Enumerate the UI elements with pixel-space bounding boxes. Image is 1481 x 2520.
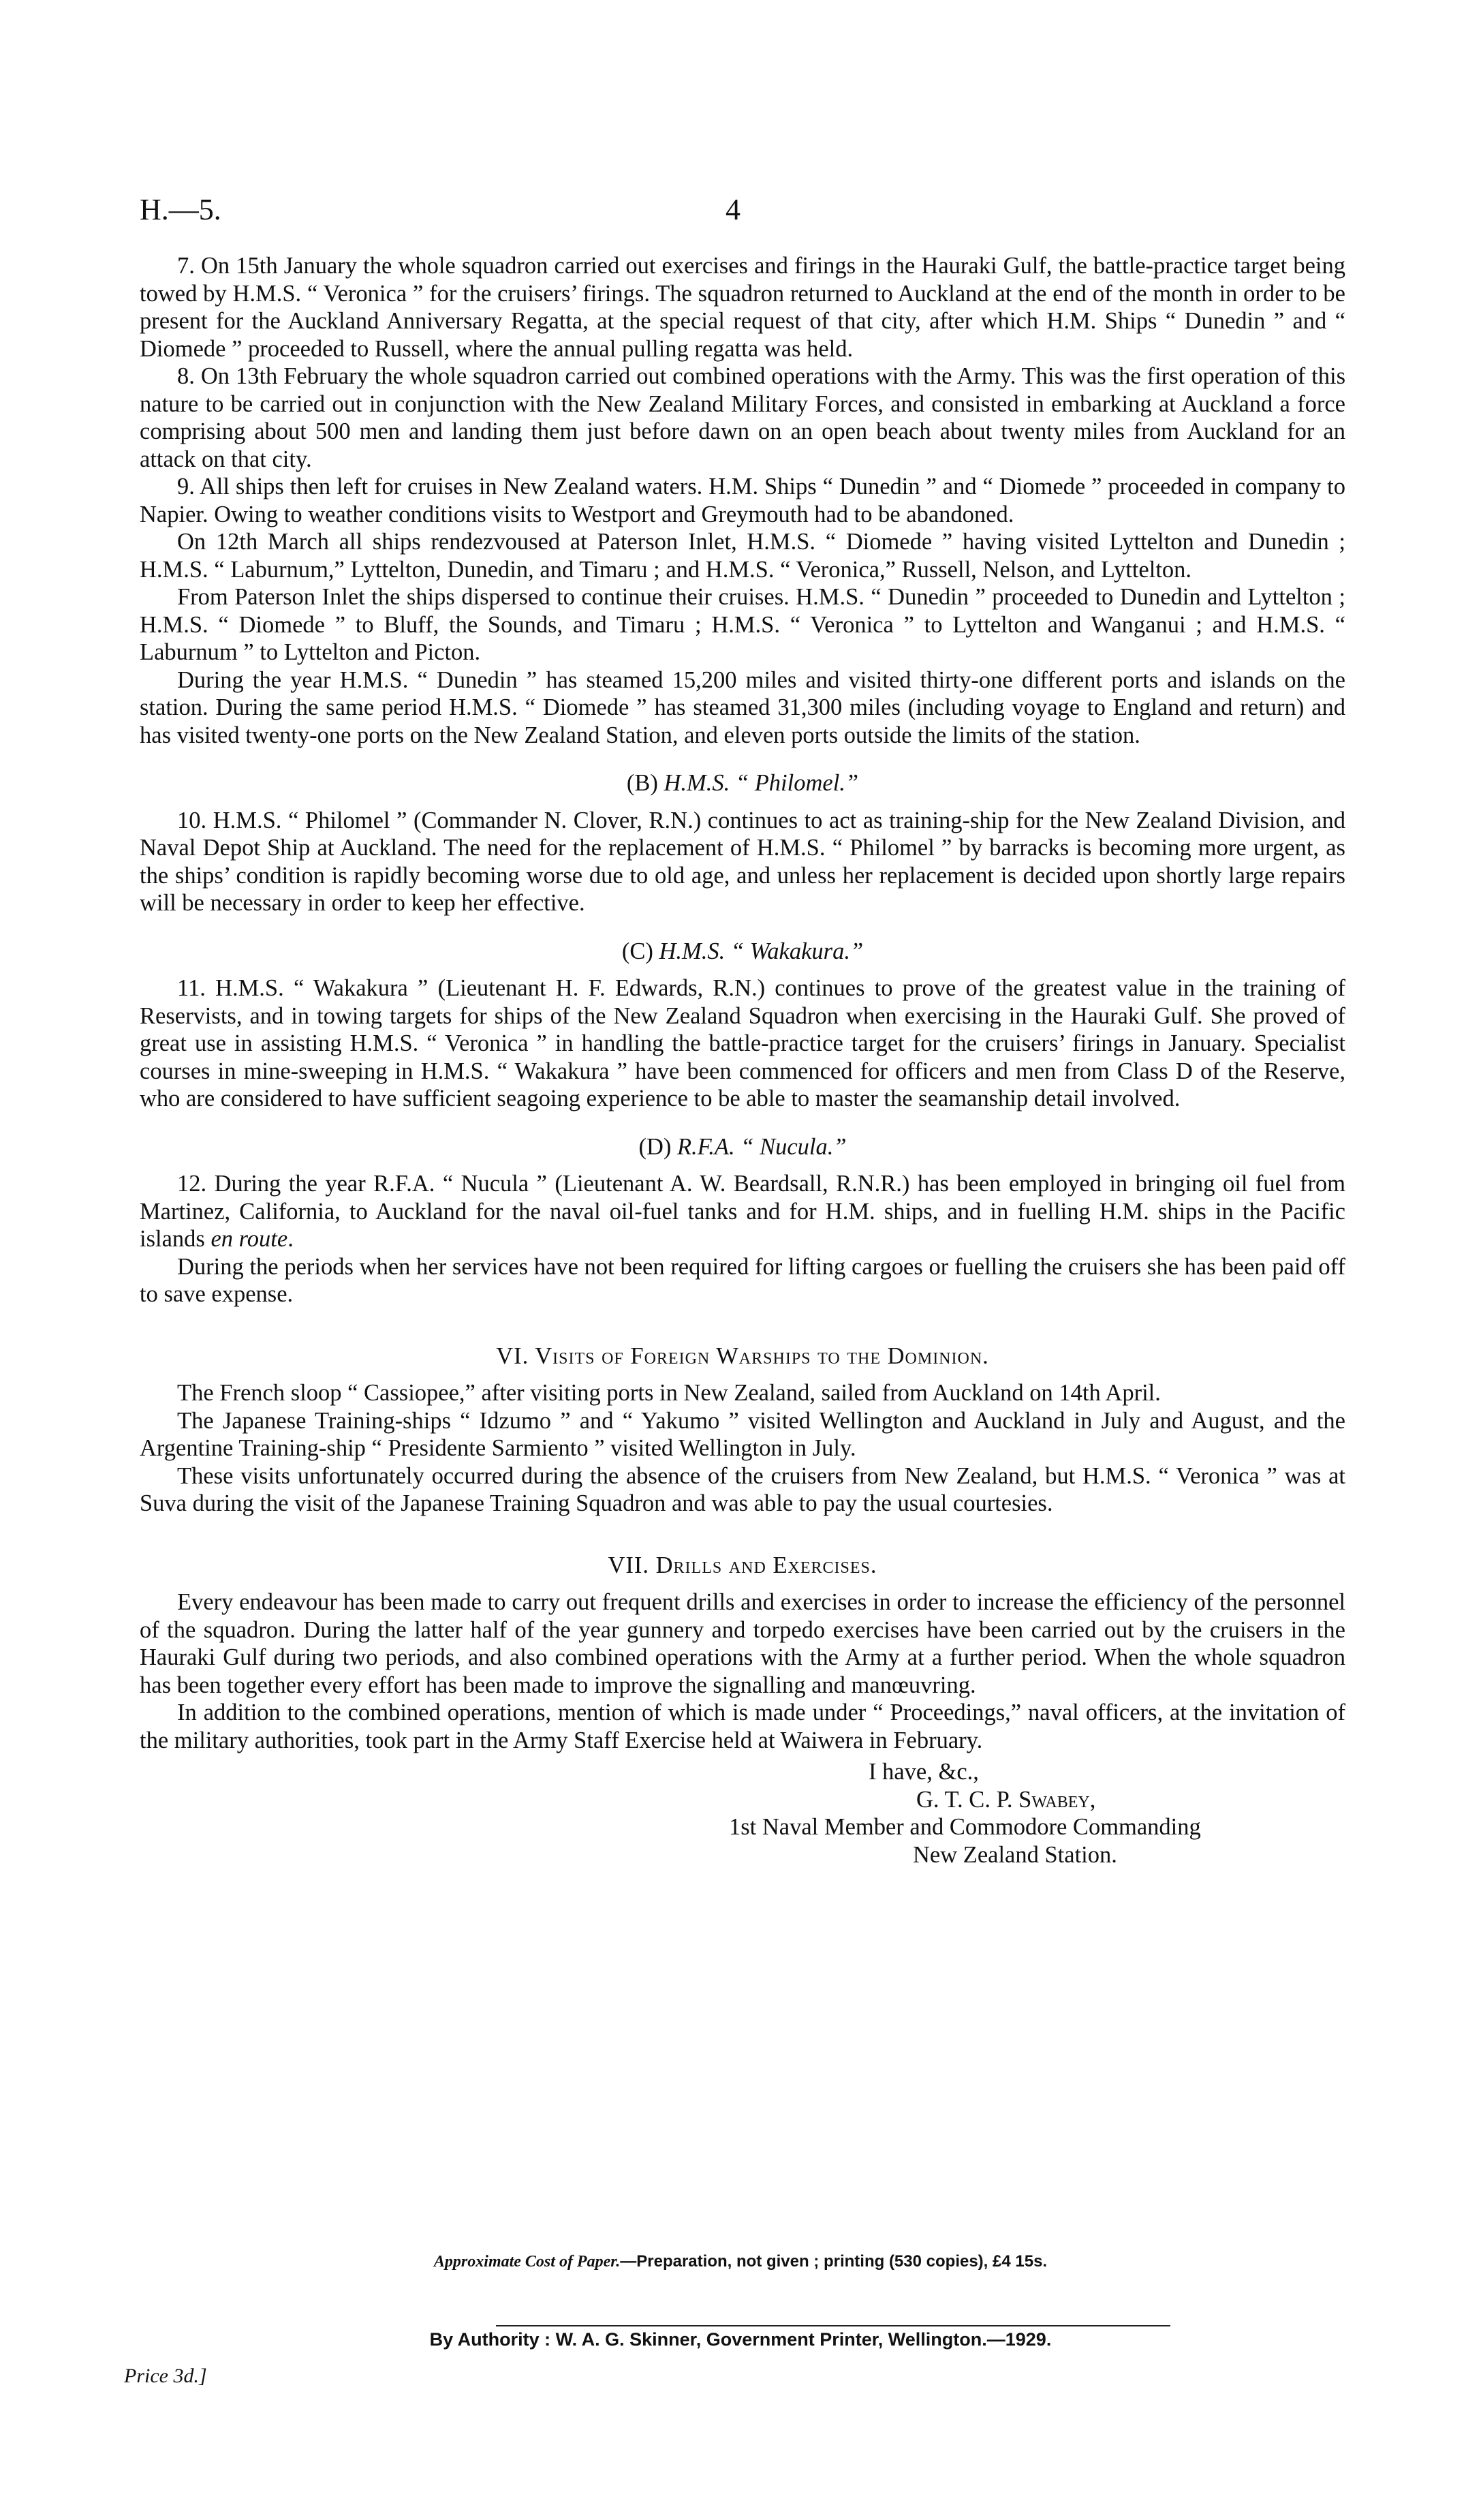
document-body bbox=[140, 252, 1345, 1869]
signature-salutation: I have, &c., bbox=[869, 1759, 979, 1785]
paragraph-10: 10. H.M.S. “ Philomel ” (Commander N. Clover, R.N.) continues to act as training-ship for the New Zealand Division, and Naval Depot Ship at Auckland. The need for the replacement of H.M.S. “ Philomel ” by barracks is becoming more urgent, as the ships’ condition is rapidly becoming worse due to old age, and unless her replacement is decided upon shortly large repairs will be necessary in order to keep her effective. bbox=[140, 807, 1345, 916]
cost-label: Approximate Cost of Paper. bbox=[433, 2253, 621, 2271]
paragraph-12-italic: en route bbox=[211, 1226, 288, 1252]
signature-station: New Zealand Station. bbox=[913, 1841, 1117, 1868]
paragraph-7: 7. On 15th January the whole squadron carried out exercises and firings in the Hauraki Gulf, the battle-practice target being towed by H.M.S. “ Veronica ” for the cruisers’ firings. The squadron returned to Auckland at the end of the month in order to be present for the Auckland Anniversary Regatta, at the special request of that city, after which H.M. Ships “ Dunedin ” and “ Diomede ” proceeded to Russell, where the annual pulling regatta was held. bbox=[140, 253, 1345, 362]
paragraph-japanese-ships: The Japanese Training-ships “ Idzumo ” and “ Yakumo ” visited Wellington and Auckland in July and August, and the Argentine Training-ship “ Presidente Sarmiento ” visited Wellington in July. bbox=[140, 1407, 1345, 1461]
subheading-label: (D) bbox=[638, 1133, 672, 1160]
page-number: 4 bbox=[726, 193, 740, 226]
subheading-title: R.F.A. “ Nucula.” bbox=[676, 1133, 847, 1160]
paragraph-9: 9. All ships then left for cruises in New Zealand waters. H.M. Ships “ Dunedin ” and “ Diomede ” proceeded in company to Napier. Owing to weather conditions visits to Westport and Greymouth had to be abandoned. bbox=[140, 474, 1345, 527]
subheading-label: (C) bbox=[621, 938, 653, 964]
footer-rule bbox=[496, 2325, 1170, 2326]
paragraph-cassiopee: The French sloop “ Cassiopee,” after visiting ports in New Zealand, sailed from Auckland on 14th April. bbox=[177, 1380, 1161, 1406]
paragraph-mileage: During the year H.M.S. “ Dunedin ” has steamed 15,200 miles and visited thirty-one different ports and islands on the station. During the same period H.M.S. “ Diomede ” has steamed 31,300 miles (including voyage to England and return) and has visited twenty-one ports on the New Zealand Station, and eleven ports outside the limits of the station. bbox=[140, 666, 1345, 748]
signature-block bbox=[140, 1758, 1345, 1869]
paragraph-12-text: 12. During the year R.F.A. “ Nucula ” (Lieutenant A. W. Beardsall, R.N.R.) has been employed in bringing oil fuel from Martinez, California, to Auckland for the naval oil-fuel tanks and for H.M. ships, and in fuelling H.M. ships in the Pacific islands bbox=[140, 1171, 1345, 1252]
subheading-nucula bbox=[140, 1133, 1345, 1161]
subheading-label: (B) bbox=[626, 770, 658, 796]
subheading-title: H.M.S. “ Philomel.” bbox=[664, 770, 859, 796]
subheading-philomel bbox=[140, 769, 1345, 797]
printer-authority: By Authority : W. A. G. Skinner, Government Printer, Wellington.—1929. bbox=[429, 2329, 1052, 2350]
price-note: Price 3d.] bbox=[124, 2365, 207, 2387]
paragraph-drills: Every endeavour has been made to carry out frequent drills and exercises in order to increase the efficiency of the personnel of the squadron. During the latter half of the year gunnery and torpedo exercises have been carried out by the cruisers in the Hauraki Gulf during two periods, and also combined operations with the Army at a further period. When the whole squadron has been together every effort has been made to improve the signalling and manœuvring. bbox=[140, 1589, 1345, 1698]
paragraph-rendezvous: On 12th March all ships rendezvoused at Paterson Inlet, H.M.S. “ Diomede ” having visited Lyttelton and Dunedin ; H.M.S. “ Laburnum,” Lyttelton, Dunedin, and Timaru ; and H.M.S. “ Veronica,” Russell, Nelson, and Lyttelton. bbox=[140, 529, 1345, 583]
paragraph-11: 11. H.M.S. “ Wakakura ” (Lieutenant H. F. Edwards, R.N.) continues to prove of the greatest value in the training of Reservists, and in towing targets for ships of the New Zealand Squadron when exercising in the Hauraki Gulf. She proved of great use in assisting H.M.S. “ Veronica ” in handling the battle-practice target for the cruisers’ firings in January. Specialist courses in mine-sweeping in H.M.S. “ Wakakura ” have been commenced for officers and men from Class D of the Reserve, who are considered to have sufficient seagoing experience to be able to master the seamanship detail involved. bbox=[140, 975, 1345, 1111]
paragraph-visits: These visits unfortunately occurred during the absence of the cruisers from New Zealand, but H.M.S. “ Veronica ” was at Suva during the visit of the Japanese Training Squadron and was able to pay the usual courtesies. bbox=[140, 1462, 1345, 1516]
subheading-wakakura bbox=[140, 938, 1345, 966]
signature-title: 1st Naval Member and Commodore Commanding bbox=[729, 1814, 1201, 1840]
subheading-title: H.M.S. “ Wakakura.” bbox=[659, 938, 864, 964]
cost-text: —Preparation, not given ; printing (530 copies), £4 15s. bbox=[620, 2252, 1048, 2271]
signature-name: G. T. C. P. Swabey, bbox=[916, 1786, 1096, 1813]
cost-note bbox=[0, 2252, 1481, 2271]
paragraph-paid-off: During the periods when her services have not been required for lifting cargoes or fuelling the cruisers she has been paid off to save expense. bbox=[140, 1253, 1345, 1307]
paragraph-12 bbox=[140, 1170, 1345, 1253]
paragraph-8: 8. On 13th February the whole squadron carried out combined operations with the Army. This was the first operation of this nature to be carried out in conjunction with the New Zealand Military Forces, and consisted in embarking at Auckland a force comprising about 500 men and landing them just before dawn on an open beach about twenty miles from Auckland for an attack on that city. bbox=[140, 363, 1345, 472]
section-heading-vi: VI. Visits of Foreign Warships to the Dominion. bbox=[496, 1342, 989, 1369]
document-code: H.—5. bbox=[140, 193, 221, 226]
paragraph-staff-exercise: In addition to the combined operations, mention of which is made under “ Proceedings,” naval officers, at the invitation of the military authorities, took part in the Army Staff Exercise held at Waiwera in February. bbox=[140, 1700, 1345, 1753]
paragraph-dispersed: From Paterson Inlet the ships dispersed to continue their cruises. H.M.S. “ Dunedin ” proceeded to Dunedin and Lyttelton ; H.M.S. “ Diomede ” to Bluff, the Sounds, and Timaru ; H.M.S. “ Veronica ” to Lyttelton and Wanganui ; and H.M.S. “ Laburnum ” to Lyttelton and Picton. bbox=[140, 584, 1345, 665]
paragraph-12-end: . bbox=[287, 1226, 294, 1252]
section-heading-vii: VII. Drills and Exercises. bbox=[608, 1552, 877, 1578]
